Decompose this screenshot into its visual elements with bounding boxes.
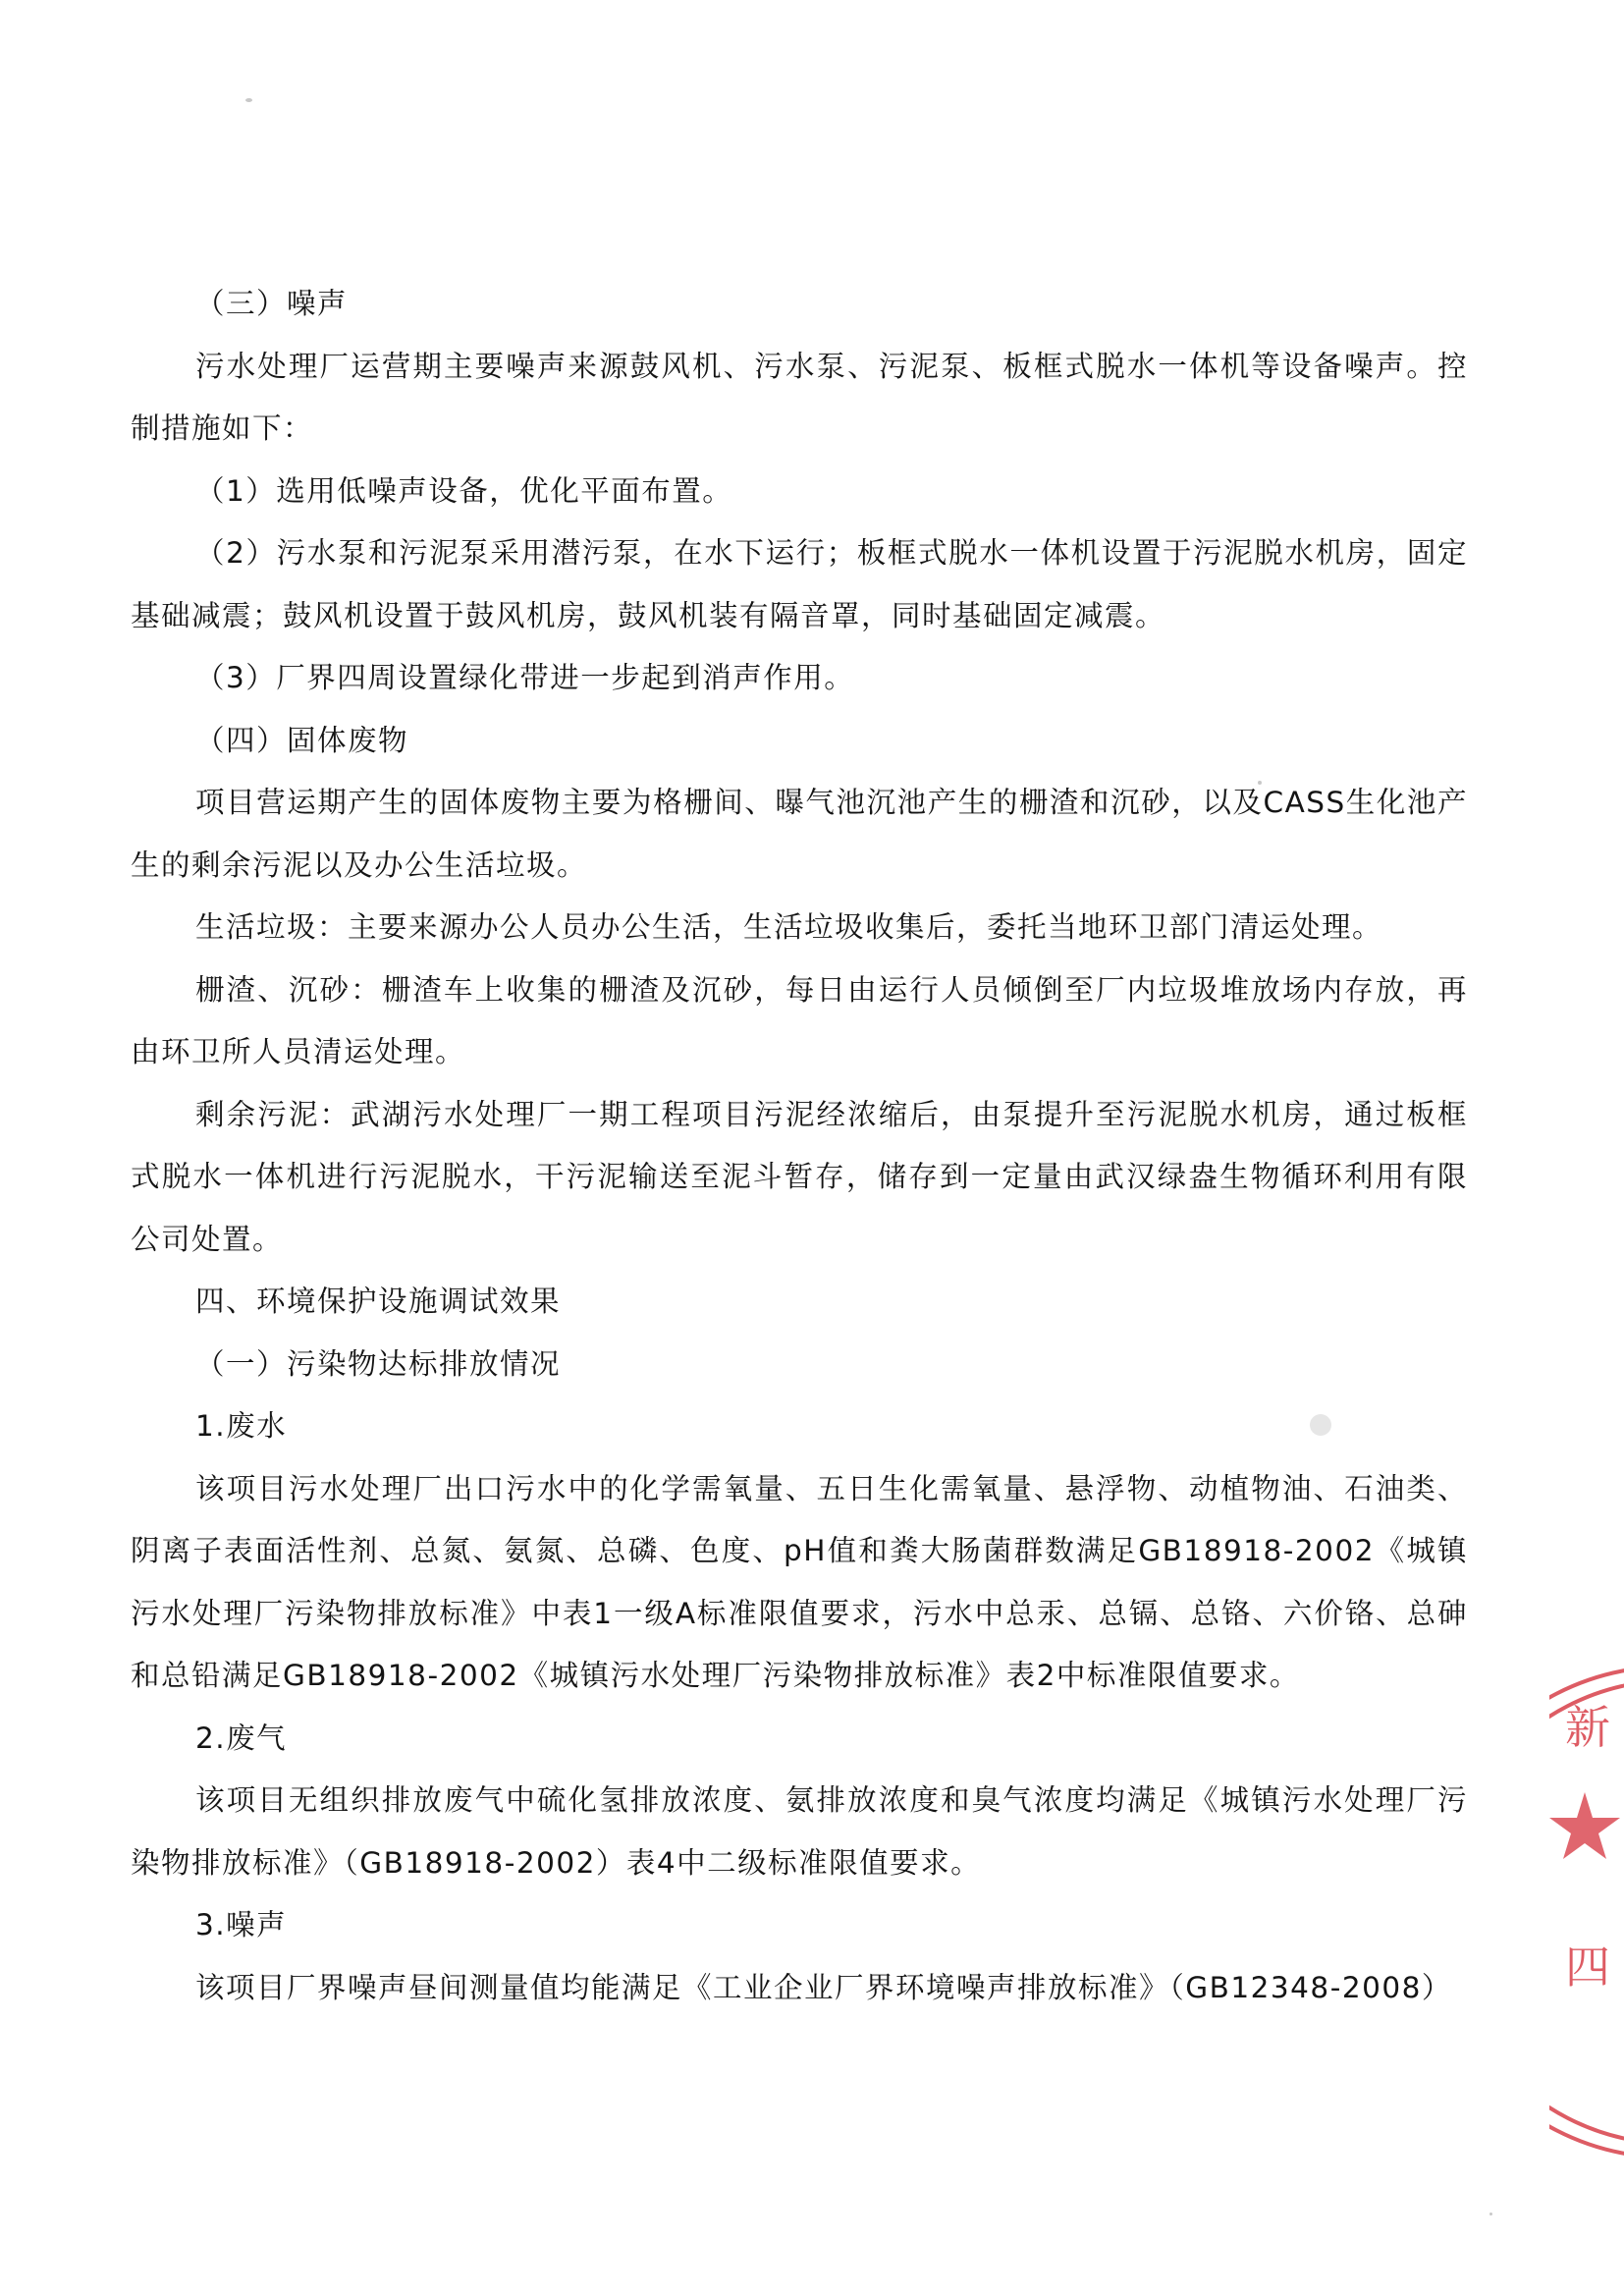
seal-char-2: 四: [1565, 1941, 1610, 1994]
list-item-noise-3: （3）厂界四周设置绿化带进一步起到消声作用。: [195, 661, 855, 694]
document-body: [131, 273, 1468, 2019]
paragraph-screenings-grit: 栅渣、沉砂：栅渣车上收集的栅渣及沉砂，每日由运行人员倾倒至厂内垃圾堆放场内存放，再由环卫所人员清运处理。: [131, 972, 1468, 1068]
list-item-noise-2: （2）污水泵和污泥泵采用潜污泵，在水下运行；板框式脱水一体机设置于污泥脱水机房，固定基础减震；鼓风机设置于鼓风机房，鼓风机装有隔音罩，同时基础固定减震。: [131, 536, 1468, 632]
seal-graphic: [1549, 1667, 1624, 2158]
subsection-heading-discharge: （一）污染物达标排放情况: [195, 1346, 562, 1381]
section-heading-solid-waste: （四）固体废物: [195, 723, 409, 757]
scan-speck: [1489, 2213, 1492, 2215]
paragraph-solid-waste-sources: 项目营运期产生的固体废物主要为格栅间、曝气池沉池产生的栅渣和沉砂，以及CASS生化池产生的剩余污泥以及办公生活垃圾。: [131, 786, 1468, 882]
paragraph-domestic-garbage: 生活垃圾：主要来源办公人员办公生活，生活垃圾收集后，委托当地环卫部门清运处理。: [195, 910, 1383, 944]
scan-speck: [245, 98, 252, 102]
seal-char-1: 新: [1565, 1701, 1610, 1754]
red-seal-stamp: [1549, 1667, 1624, 2158]
item-heading-waste-gas: 2.废气: [195, 1721, 288, 1755]
section-heading-effects: 四、环境保护设施调试效果: [195, 1285, 562, 1318]
section-heading-noise: （三）噪声: [195, 287, 349, 320]
item-heading-wastewater: 1.废水: [195, 1409, 288, 1443]
paragraph-excess-sludge: 剩余污泥：武湖污水处理厂一期工程项目污泥经浓缩后，由泵提升至污泥脱水机房，通过板框式脱水一体机进行污泥脱水，干污泥输送至泥斗暂存，储存到一定量由武汉绿盎生物循环利用有限公司处置。: [131, 1097, 1468, 1256]
paragraph-noise-result: 该项目厂界噪声昼间测量值均能满足《工业企业厂界环境噪声排放标准》（GB12348-2008）: [195, 1970, 1452, 2004]
paragraph-wastewater: 该项目污水处理厂出口污水中的化学需氧量、五日生化需氧量、悬浮物、动植物油、石油类、阴离子表面活性剂、总氮、氨氮、总磷、色度、pH值和粪大肠菌群数满足GB18918-2002《城镇污水处理厂污染物排放标准》中表1一级A标准限值要求，污水中总汞、总镉、总铬、六价铬、总砷和总铅满足GB18918-2002《城镇污水处理厂污染物排放标准》表2中标准限值要求。: [131, 1471, 1468, 1692]
paragraph-waste-gas: 该项目无组织排放废气中硫化氢排放浓度、氨排放浓度和臭气浓度均满足《城镇污水处理厂污染物排放标准》（GB18918-2002）表4中二级标准限值要求。: [131, 1783, 1468, 1880]
paragraph-noise-sources: 污水处理厂运营期主要噪声来源鼓风机、污水泵、污泥泵、板框式脱水一体机等设备噪声。控制措施如下：: [131, 349, 1468, 445]
list-item-noise-1: （1）选用低噪声设备，优化平面布置。: [195, 473, 733, 508]
item-heading-noise: 3.噪声: [195, 1908, 288, 1941]
